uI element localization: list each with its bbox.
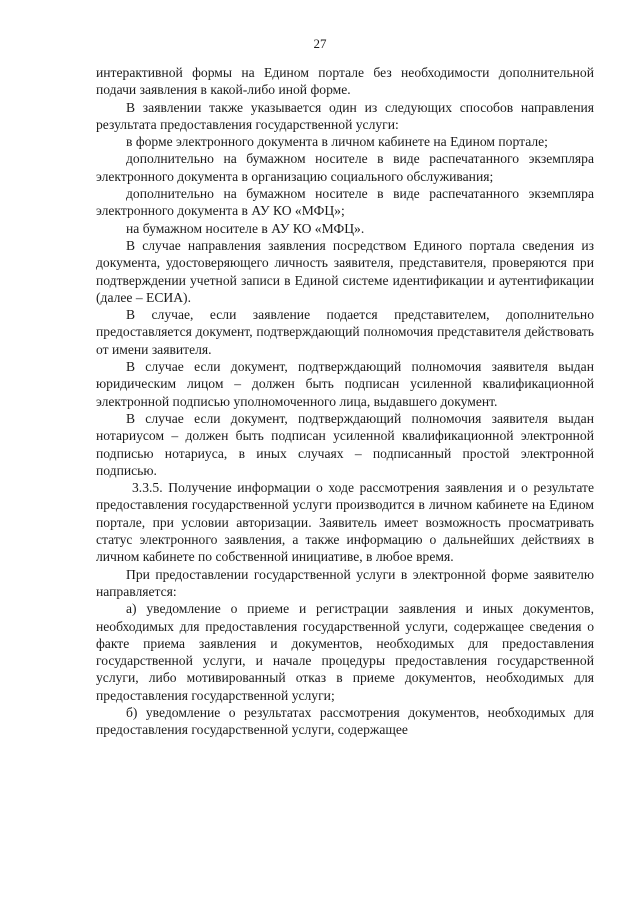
paragraph: В случае, если заявление подается представителем, дополнительно предоставляется документ, подтверждающий полномочия представителя действовать от имени заявителя. [96,307,594,357]
section-paragraph: 3.3.5. Получение информации о ходе рассмотрения заявления и о результате предоставления государственной услуги производится в личном кабинете на Едином портале, при условии авторизации. Заявитель имеет возможность просматривать статус электронного заявления, а также информацию о дальнейших действиях в личном кабинете по собственной инициативе, в любое время. [96,480,594,565]
paragraph: В случае если документ, подтверждающий полномочия заявителя выдан нотариусом – должен быть подписан усиленной квалификационной электронной подписью нотариуса, в иных случаях – подписанный простой электронной подписью. [96,410,594,478]
list-item: а) уведомление о приеме и регистрации заявления и иных документов, необходимых для предоставления государственной услуги, содержащее сведения о факте приема заявления и документов, необходимых для предоставления государственной услуги, и начале процедуры предоставления государственной услуги, либо мотивированный отказ в приеме документов, необходимых для предоставления государственной услуги; [96,601,594,703]
list-item: б) уведомление о результатах рассмотрения документов, необходимых для предоставления государственной услуги, содержащее [96,704,594,738]
paragraph: интерактивной формы на Едином портале без необходимости дополнительной подачи заявления в какой-либо иной форме. [96,65,594,98]
paragraph: В случае направления заявления посредством Единого портала сведения из документа, удостоверяющего личность заявителя, представителя, проверяются при подтверждении учетной записи в Единой системе идентификации и аутентификации (далее – ЕСИА). [96,237,594,305]
paragraph: дополнительно на бумажном носителе в виде распечатанного экземпляра электронного документа в АУ КО «МФЦ»; [96,186,594,219]
paragraph: в форме электронного документа в личном кабинете на Едином портале; [126,134,548,150]
paragraph: на бумажном носителе в АУ КО «МФЦ». [126,220,365,236]
paragraph: В случае если документ, подтверждающий полномочия заявителя выдан юридическим лицом – должен быть подписан усиленной квалификационной электронной подписью уполномоченного лица, выдавшего документ. [96,359,594,409]
paragraph: дополнительно на бумажном носителе в виде распечатанного экземпляра электронного документа в организацию социального обслуживания; [96,151,594,184]
paragraph: При предоставлении государственной услуги в электронной форме заявителю направляется: [96,566,594,599]
document-body [96,64,594,739]
paragraph: В заявлении также указывается один из следующих способов направления результата предоставления государственной услуги: [96,99,594,132]
page-number: 27 [313,36,327,51]
